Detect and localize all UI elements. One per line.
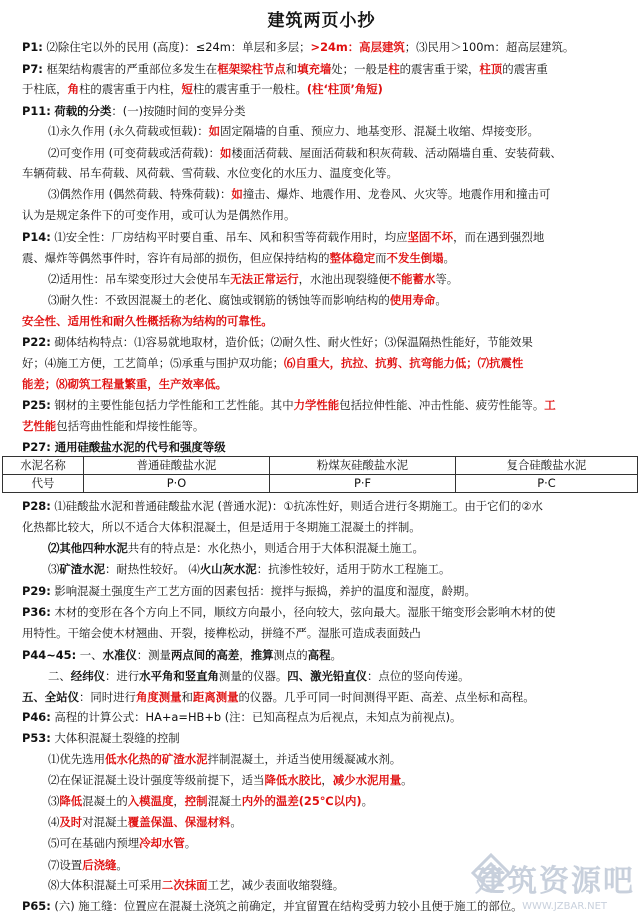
text-line [0, 374, 643, 394]
text-span: 共有的特点是：水化热小，则适合用于大体积混凝土施工。 [127, 541, 424, 555]
text-span: ， [321, 773, 333, 787]
text-line [0, 416, 643, 436]
text-span: 测点的 [273, 648, 308, 662]
highlight-text: 坚固不坏 [407, 230, 454, 244]
watermark-url: WWW.JZBAR.NET [522, 901, 607, 912]
bold-text: 火山灰水泥 [199, 562, 257, 576]
bold-text: 水平角和竖直角 [139, 669, 219, 683]
bold-text: P28: [22, 499, 51, 513]
text-span: 大体积混凝土裂缝的控制 [50, 731, 180, 745]
table-row [3, 475, 638, 493]
bold-text: P22: [22, 335, 51, 349]
text-line [0, 623, 643, 643]
text-span: 钢材的主要性能包括力学性能和工艺性能。其中 [50, 398, 294, 412]
text-span: 的震害重于梁， [399, 62, 480, 76]
text-span: ：测量 [136, 648, 171, 662]
bold-text: P7: [22, 62, 43, 76]
text-span: 柱的震害重于一般柱。 [192, 82, 307, 96]
bold-text: 推算 [250, 648, 274, 662]
highlight-text: 不能蓄水 [389, 272, 436, 286]
highlight-text: 降低 [59, 794, 83, 808]
text-line [0, 353, 643, 373]
text-line [0, 833, 643, 853]
text-line [0, 581, 643, 601]
text-line [0, 248, 643, 268]
text-line [0, 496, 643, 516]
text-span: 框架结构震害的严重部位多发生在 [42, 62, 218, 76]
text-span: ⑴硅酸盐水泥和普通硅酸盐水泥 (普通水泥)：①抗冻性好，则适合进行冬期施工。由于它们的②水 [50, 499, 543, 513]
highlight-text: 工 [544, 398, 556, 412]
text-span: 。 [230, 815, 242, 829]
text-line [0, 163, 643, 183]
text-line [0, 770, 643, 790]
table-header-row [3, 457, 638, 475]
text-span: 对混凝土 [82, 815, 128, 829]
text-span: ：同时进行 [78, 690, 136, 704]
bold-text: 经纬仪 [70, 669, 105, 683]
text-line [0, 791, 643, 811]
text-span: ：抗渗性较好，适用于防水工程施工。 [256, 562, 451, 576]
page-title: 建筑两页小抄 [267, 11, 376, 31]
highlight-text: 距离测量 [192, 690, 239, 704]
table-header-cell: 水泥名称 [3, 457, 84, 475]
text-line [0, 812, 643, 832]
text-span: 二、 [48, 669, 71, 683]
text-span: 和 [285, 62, 298, 76]
text-span: ⑵适用性：吊车梁变形过大会使吊车 [48, 272, 231, 286]
highlight-text: 控制 [184, 794, 208, 808]
bold-text: P14: [22, 230, 51, 244]
text-line [0, 437, 643, 457]
text-span: 混凝土 [207, 794, 242, 808]
text-span: 震、爆炸等偶然事件时，容许有局部的损伤，但应保持结构的 [22, 251, 330, 265]
bold-text: 两点间的高差 [170, 648, 240, 662]
highlight-text: 框架梁柱节点 [217, 62, 286, 76]
text-line [0, 121, 643, 141]
highlight-text: (25℃以内) [298, 794, 362, 808]
text-span: ：耐热性较好。 ⑷ [104, 562, 200, 576]
highlight-text: 入模温度 [127, 794, 174, 808]
text-span: 。 [361, 794, 373, 808]
highlight-text: 如 [219, 146, 232, 160]
text-span: 工艺，减少表面收缩裂缝。 [207, 878, 345, 892]
text-span: 车辆荷载、吊车荷载、风荷载、雪荷载、水位变化的水压力、温度变化等。 [22, 166, 398, 180]
highlight-text: 内外的温差 [241, 794, 299, 808]
highlight-text: 短 [181, 82, 193, 96]
text-line [0, 184, 643, 204]
highlight-text: (柱‘柱顶’角短) [306, 82, 383, 96]
table-header-cell: 普通硅酸盐水泥 [84, 457, 270, 475]
highlight-text: 艺性能 [22, 419, 57, 433]
text-span: 用特性。干缩会使木材翘曲、开裂，接榫松动，拼缝不严。湿胀可造成表面鼓凸 [22, 626, 421, 640]
bold-text: 矿渣水泥 [59, 562, 105, 576]
text-span: 。 [330, 648, 342, 662]
highlight-text: >24m：高层建筑 [310, 40, 405, 54]
text-line [0, 666, 643, 686]
text-line [0, 290, 643, 310]
text-span: 楼面活荷载、屋面活荷载和积灰荷载、活动隔墙自重、安装荷载、 [231, 146, 562, 160]
text-span: 认为是规定条件下的可变作用，或可认为是偶然作用。 [22, 208, 296, 222]
cement-code-table [2, 456, 638, 493]
bold-text: 高程 [307, 648, 331, 662]
text-span: 高程的计算公式：HA+a=HB+b (注：已知高程点为后视点，未知点为前视点)。 [50, 710, 462, 724]
bold-text: ⑵其他四种水泥 [48, 541, 128, 555]
bold-text: P53: [22, 731, 51, 745]
text-span: 化热都比较大，所以不适合大体积混凝土，但是适用于冬期施工混凝土的拌制。 [22, 520, 421, 534]
highlight-text: 整体稳定 [329, 251, 376, 265]
text-span: 撞击、爆炸、地震作用、龙卷风、火灾等。地震作用和撞击可 [242, 187, 551, 201]
text-span: 。 [435, 293, 447, 307]
highlight-text: 安全性、适用性和耐久性概括称为结构的可靠性。 [22, 314, 273, 328]
text-span: 固定隔墙的自重、预应力、地基变形、混凝土收缩、焊接变形。 [220, 124, 539, 138]
text-span: 。 [116, 858, 128, 872]
text-span: 的震害重 [502, 62, 548, 76]
bold-text: 五、全站仪 [22, 690, 79, 704]
text-line [0, 311, 643, 331]
text-line [0, 559, 643, 579]
table-header-cell: 粉煤灰硅酸盐水泥 [270, 457, 456, 475]
bold-text: P1: [22, 40, 43, 54]
text-line [0, 79, 643, 99]
bold-text: P65: [22, 899, 51, 913]
text-span: ⑸可在基础内预埋 [48, 836, 140, 850]
highlight-text: 后浇缝 [82, 858, 117, 872]
highlight-text: 填充墙 [297, 62, 332, 76]
text-span: 于柱底， [22, 82, 68, 96]
highlight-text: 不发生倒塌 [386, 251, 444, 265]
text-line [0, 205, 643, 225]
text-span: 柱的震害重于内柱， [78, 82, 182, 96]
text-span: 。 [443, 251, 455, 265]
text-line [0, 538, 643, 558]
text-span: ：进行 [104, 669, 140, 683]
text-span: ⑻大体积混凝土可采用 [48, 878, 162, 892]
text-span: 等。 [435, 272, 459, 286]
text-span: ⑶偶然作用 (偶然荷载、特殊荷载)： [48, 187, 232, 201]
bold-text: P44~45: [22, 648, 77, 662]
text-span: ，而在遇到强烈地 [453, 230, 545, 244]
text-line [0, 332, 643, 352]
text-line [0, 59, 643, 79]
highlight-text: 力学性能 [293, 398, 340, 412]
text-line [0, 728, 643, 748]
text-span: ⑵可变作用 (可变荷载或活荷载)： [48, 146, 220, 160]
highlight-text: 柱顶 [479, 62, 503, 76]
text-span: ，水池出现裂缝便 [298, 272, 390, 286]
text-line [0, 395, 643, 415]
text-span: ⑵在保证混凝土设计强度等级前提下，适当 [48, 773, 265, 787]
text-span: 。 [184, 836, 197, 850]
highlight-text: 能差；⑻砌筑工程量繁重，生产效率低。 [22, 377, 228, 391]
highlight-text: 无法正常运行 [230, 272, 299, 286]
text-span: 好；⑷施工方便，工艺简单；⑸承重与围护双功能； [22, 356, 284, 370]
highlight-text: 覆盖保温、保湿材料 [127, 815, 231, 829]
highlight-text: 冷却水管 [139, 836, 185, 850]
highlight-text: 二次抹面 [161, 878, 208, 892]
text-line [0, 37, 643, 57]
text-span: ⑶ [48, 562, 60, 576]
highlight-text: 低水化热的矿渣水泥 [104, 752, 208, 766]
text-span: 。 [401, 773, 413, 787]
text-line [0, 749, 643, 769]
text-span: ⑶ [48, 794, 60, 808]
text-span: 影响混凝土强度生产工艺方面的因素包括：搅拌与振捣，养护的温度和湿度，龄期。 [50, 584, 476, 598]
text-line [0, 517, 643, 537]
table-cell: P·O [84, 475, 270, 493]
text-span: ， [173, 794, 185, 808]
bold-text: P11: [22, 104, 51, 118]
text-span: 木材的变形在各个方向上不同，顺纹方向最小，径向较大，弦向最大。湿胀干缩变形会影响木材的使 [50, 605, 556, 619]
text-span: (六) 施工缝：位置应在混凝土浇筑之前确定，并宜留置在结构受剪力较小且便于施工的部位。 [50, 899, 523, 913]
text-span: ⑵除住宅以外的民用 (高度)：≤24m：单层和多层； [42, 40, 311, 54]
bold-text: 四、激光铅直仪 [287, 669, 368, 683]
text-line [0, 101, 643, 121]
text-span: ⑴优先选用 [48, 752, 105, 766]
highlight-text: ⑹自重大，抗拉、抗剪、抗弯能力低；⑺抗震性 [284, 356, 524, 370]
text-span: 包括拉伸性能、冲击性能、疲劳性能等。 [339, 398, 545, 412]
table-cell: P·C [456, 475, 638, 493]
text-span: 包括弯曲性能和焊接性能等。 [56, 419, 205, 433]
text-span: 一、 [76, 648, 103, 662]
highlight-text: 角度测量 [135, 690, 182, 704]
text-span: ⑴安全性：厂房结构平时要自重、吊车、风和积雪等荷载作用时，均应 [50, 230, 408, 244]
table-header-cell: 复合硅酸盐水泥 [456, 457, 638, 475]
text-span: ⑴永久作用 (永久荷载或恒载)： [48, 124, 209, 138]
text-span: 而 [375, 251, 387, 265]
text-line [0, 227, 643, 247]
text-span: ：(一)按随时间的变异分类 [111, 104, 246, 118]
bold-text: P29: [22, 584, 51, 598]
text-line [0, 269, 643, 289]
bold-text: 水准仪 [102, 648, 137, 662]
highlight-text: 及时 [59, 815, 83, 829]
text-span: ， [239, 648, 251, 662]
text-span: 拌制混凝土，并适当使用缓凝减水剂。 [207, 752, 402, 766]
bold-text: P25: [22, 398, 51, 412]
text-span: 混凝土的 [82, 794, 128, 808]
highlight-text: 如 [231, 187, 243, 201]
text-span: 的仪器。几乎可同一时间测得平距、高差、点坐标和高程。 [238, 690, 535, 704]
bold-text: 荷载的分类 [54, 104, 112, 118]
table-cell: P·F [270, 475, 456, 493]
bold-text: P27: [22, 440, 51, 454]
highlight-text: 如 [208, 124, 220, 138]
highlight-text: 减少水泥用量 [332, 773, 402, 787]
text-line [0, 602, 643, 622]
text-line [0, 707, 643, 727]
bold-text: P36: [22, 605, 51, 619]
text-span: ；⑶民用＞100m：超高层建筑。 [404, 40, 575, 54]
table-cell: 代号 [3, 475, 84, 493]
text-line [0, 645, 643, 665]
highlight-text: 使用寿命 [389, 293, 436, 307]
text-span: 砌体结构特点：⑴容易就地取材，造价低；⑵耐久性、耐火性好；⑶保温隔热性能好，节能效果 [50, 335, 533, 349]
text-span: ：点位的竖向传递。 [367, 669, 470, 683]
text-line [0, 687, 643, 707]
text-span: 处；一般是 [331, 62, 389, 76]
text-span: 和 [181, 690, 193, 704]
bold-text: 通用硅酸盐水泥的代号和强度等级 [50, 440, 226, 454]
text-span: ⑺设置 [48, 858, 83, 872]
bold-text: P46: [22, 710, 51, 724]
highlight-text: 柱 [388, 62, 400, 76]
highlight-text: 角 [67, 82, 79, 96]
highlight-text: 降低水胶比 [264, 773, 322, 787]
watermark-name: 建筑资源吧 [475, 864, 635, 899]
text-span: 测量的仪器。 [218, 669, 288, 683]
text-line [0, 143, 643, 163]
text-span: ⑷ [48, 815, 60, 829]
text-span: ⑶耐久性：不致因混凝土的老化、腐蚀或钢筋的锈蚀等而影响结构的 [48, 293, 390, 307]
